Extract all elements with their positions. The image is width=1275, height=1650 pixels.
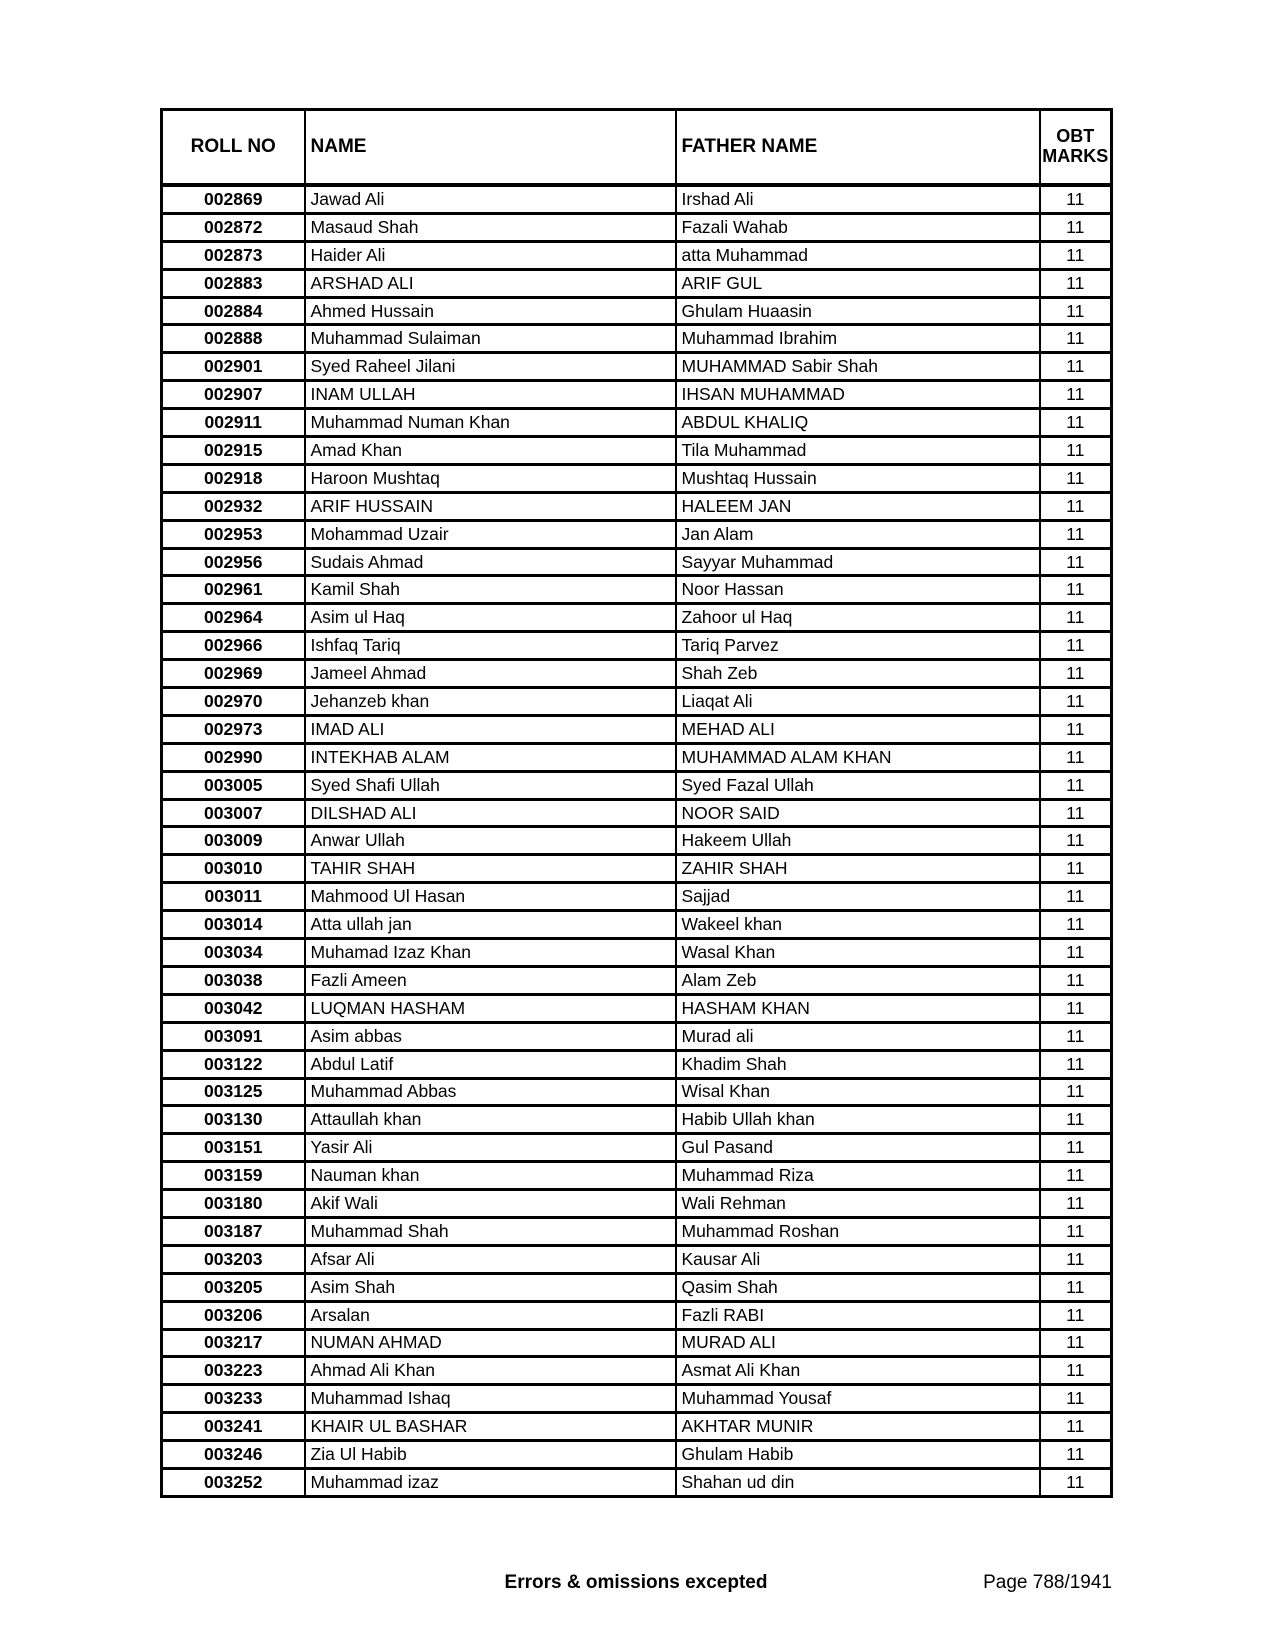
obt-marks-cell: 11 bbox=[1040, 1106, 1112, 1134]
roll-no-cell: 002964 bbox=[162, 604, 305, 632]
father-name-cell: Wisal Khan bbox=[676, 1078, 1040, 1106]
table-row bbox=[162, 799, 1112, 827]
table-row bbox=[162, 1385, 1112, 1413]
obt-marks-cell: 11 bbox=[1040, 771, 1112, 799]
name-cell: Jawad Ali bbox=[305, 185, 676, 213]
results-table bbox=[160, 108, 1113, 1498]
father-name-cell: NOOR SAID bbox=[676, 799, 1040, 827]
father-name-cell: Fazli RABI bbox=[676, 1301, 1040, 1329]
name-cell: KHAIR UL BASHAR bbox=[305, 1413, 676, 1441]
father-name-cell: Habib Ullah khan bbox=[676, 1106, 1040, 1134]
father-name-cell: MUHAMMAD ALAM KHAN bbox=[676, 743, 1040, 771]
obt-marks-cell: 11 bbox=[1040, 269, 1112, 297]
obt-marks-cell: 11 bbox=[1040, 1245, 1112, 1273]
obt-marks-cell: 11 bbox=[1040, 1301, 1112, 1329]
obt-marks-cell: 11 bbox=[1040, 213, 1112, 241]
father-name-cell: Ghulam Huaasin bbox=[676, 297, 1040, 325]
obt-marks-cell: 11 bbox=[1040, 911, 1112, 939]
obt-marks-cell: 11 bbox=[1040, 1468, 1112, 1496]
father-name-cell: Sayyar Muhammad bbox=[676, 548, 1040, 576]
table-row bbox=[162, 1050, 1112, 1078]
obt-marks-cell: 11 bbox=[1040, 492, 1112, 520]
obt-marks-cell: 11 bbox=[1040, 604, 1112, 632]
roll-no-cell: 002953 bbox=[162, 520, 305, 548]
table-row bbox=[162, 1078, 1112, 1106]
father-name-cell: Qasim Shah bbox=[676, 1273, 1040, 1301]
table-row bbox=[162, 1022, 1112, 1050]
roll-no-cell: 003130 bbox=[162, 1106, 305, 1134]
obt-marks-cell: 11 bbox=[1040, 1078, 1112, 1106]
results-table-container bbox=[160, 108, 1113, 1498]
table-row bbox=[162, 409, 1112, 437]
obt-marks-cell: 11 bbox=[1040, 743, 1112, 771]
obt-marks-cell: 11 bbox=[1040, 883, 1112, 911]
roll-no-cell: 003042 bbox=[162, 994, 305, 1022]
name-cell: Anwar Ullah bbox=[305, 827, 676, 855]
table-row bbox=[162, 1468, 1112, 1496]
obt-marks-cell: 11 bbox=[1040, 576, 1112, 604]
obt-marks-cell: 11 bbox=[1040, 464, 1112, 492]
obt-marks-cell: 11 bbox=[1040, 548, 1112, 576]
obt-marks-cell: 11 bbox=[1040, 966, 1112, 994]
father-name-cell: Mushtaq Hussain bbox=[676, 464, 1040, 492]
father-name-cell: Fazali Wahab bbox=[676, 213, 1040, 241]
name-cell: Muhamad Izaz Khan bbox=[305, 939, 676, 967]
name-cell: Syed Raheel Jilani bbox=[305, 353, 676, 381]
name-cell: Mohammad Uzair bbox=[305, 520, 676, 548]
footer-note: Errors & omissions excepted bbox=[504, 1572, 768, 1593]
roll-no-cell: 002966 bbox=[162, 632, 305, 660]
roll-no-cell: 003034 bbox=[162, 939, 305, 967]
name-cell: Ishfaq Tariq bbox=[305, 632, 676, 660]
father-name-cell: MEHAD ALI bbox=[676, 715, 1040, 743]
father-name-cell: Tariq Parvez bbox=[676, 632, 1040, 660]
table-row bbox=[162, 1273, 1112, 1301]
table-row bbox=[162, 1413, 1112, 1441]
table-row bbox=[162, 771, 1112, 799]
name-cell: Masaud Shah bbox=[305, 213, 676, 241]
father-name-cell: Muhammad Riza bbox=[676, 1162, 1040, 1190]
father-name-cell: ZAHIR SHAH bbox=[676, 855, 1040, 883]
father-name-cell: Wakeel khan bbox=[676, 911, 1040, 939]
father-name-cell: Ghulam Habib bbox=[676, 1441, 1040, 1469]
roll-no-cell: 003011 bbox=[162, 883, 305, 911]
roll-no-cell: 003014 bbox=[162, 911, 305, 939]
table-row bbox=[162, 827, 1112, 855]
obt-marks-cell: 11 bbox=[1040, 520, 1112, 548]
table-row bbox=[162, 1441, 1112, 1469]
roll-no-cell: 003125 bbox=[162, 1078, 305, 1106]
roll-no-cell: 002961 bbox=[162, 576, 305, 604]
father-name-cell: Syed Fazal Ullah bbox=[676, 771, 1040, 799]
table-row bbox=[162, 325, 1112, 353]
father-name-cell: Noor Hassan bbox=[676, 576, 1040, 604]
roll-no-cell: 002932 bbox=[162, 492, 305, 520]
obt-marks-cell: 11 bbox=[1040, 1134, 1112, 1162]
father-name-cell: Kausar Ali bbox=[676, 1245, 1040, 1273]
obt-marks-cell: 11 bbox=[1040, 437, 1112, 465]
name-cell: Arsalan bbox=[305, 1301, 676, 1329]
name-cell: Akif Wali bbox=[305, 1190, 676, 1218]
roll-no-cell: 002872 bbox=[162, 213, 305, 241]
obt-marks-cell: 11 bbox=[1040, 799, 1112, 827]
column-header-father-name: FATHER NAME bbox=[676, 110, 1040, 186]
roll-no-cell: 003122 bbox=[162, 1050, 305, 1078]
roll-no-cell: 003203 bbox=[162, 1245, 305, 1273]
obt-marks-cell: 11 bbox=[1040, 1329, 1112, 1357]
name-cell: IMAD ALI bbox=[305, 715, 676, 743]
obt-marks-cell: 11 bbox=[1040, 1385, 1112, 1413]
column-header-obt-marks: OBT MARKS bbox=[1040, 110, 1112, 186]
father-name-cell: Hakeem Ullah bbox=[676, 827, 1040, 855]
roll-no-cell: 003010 bbox=[162, 855, 305, 883]
obt-marks-cell: 11 bbox=[1040, 381, 1112, 409]
roll-no-cell: 002884 bbox=[162, 297, 305, 325]
father-name-cell: Gul Pasand bbox=[676, 1134, 1040, 1162]
roll-no-cell: 002918 bbox=[162, 464, 305, 492]
table-row bbox=[162, 1217, 1112, 1245]
column-header-roll-no: ROLL NO bbox=[162, 110, 305, 186]
roll-no-cell: 003038 bbox=[162, 966, 305, 994]
table-row bbox=[162, 855, 1112, 883]
name-cell: Sudais Ahmad bbox=[305, 548, 676, 576]
name-cell: Asim Shah bbox=[305, 1273, 676, 1301]
obt-marks-cell: 11 bbox=[1040, 1441, 1112, 1469]
name-cell: LUQMAN HASHAM bbox=[305, 994, 676, 1022]
name-cell: Ahmad Ali Khan bbox=[305, 1357, 676, 1385]
father-name-cell: Shahan ud din bbox=[676, 1468, 1040, 1496]
father-name-cell: Irshad Ali bbox=[676, 185, 1040, 213]
father-name-cell: ARIF GUL bbox=[676, 269, 1040, 297]
table-row bbox=[162, 1190, 1112, 1218]
name-cell: Zia Ul Habib bbox=[305, 1441, 676, 1469]
father-name-cell: Muhammad Yousaf bbox=[676, 1385, 1040, 1413]
table-row bbox=[162, 883, 1112, 911]
roll-no-cell: 003151 bbox=[162, 1134, 305, 1162]
father-name-cell: Murad ali bbox=[676, 1022, 1040, 1050]
name-cell: Kamil Shah bbox=[305, 576, 676, 604]
table-row bbox=[162, 464, 1112, 492]
name-cell: TAHIR SHAH bbox=[305, 855, 676, 883]
father-name-cell: Sajjad bbox=[676, 883, 1040, 911]
table-row bbox=[162, 1106, 1112, 1134]
roll-no-cell: 002883 bbox=[162, 269, 305, 297]
obt-marks-cell: 11 bbox=[1040, 1273, 1112, 1301]
obt-marks-cell: 11 bbox=[1040, 939, 1112, 967]
roll-no-cell: 002970 bbox=[162, 688, 305, 716]
roll-no-cell: 003009 bbox=[162, 827, 305, 855]
father-name-cell: Khadim Shah bbox=[676, 1050, 1040, 1078]
name-cell: Asim ul Haq bbox=[305, 604, 676, 632]
name-cell: Amad Khan bbox=[305, 437, 676, 465]
obt-marks-cell: 11 bbox=[1040, 185, 1112, 213]
table-row bbox=[162, 994, 1112, 1022]
father-name-cell: atta Muhammad bbox=[676, 241, 1040, 269]
table-row bbox=[162, 548, 1112, 576]
table-header-row bbox=[162, 110, 1112, 186]
table-row bbox=[162, 269, 1112, 297]
name-cell: Jameel Ahmad bbox=[305, 660, 676, 688]
obt-marks-cell: 11 bbox=[1040, 241, 1112, 269]
obt-marks-cell: 11 bbox=[1040, 660, 1112, 688]
roll-no-cell: 002901 bbox=[162, 353, 305, 381]
roll-no-cell: 003005 bbox=[162, 771, 305, 799]
obt-marks-cell: 11 bbox=[1040, 1190, 1112, 1218]
obt-marks-cell: 11 bbox=[1040, 994, 1112, 1022]
name-cell: Afsar Ali bbox=[305, 1245, 676, 1273]
table-row bbox=[162, 911, 1112, 939]
table-row bbox=[162, 688, 1112, 716]
obt-marks-cell: 11 bbox=[1040, 715, 1112, 743]
column-header-name: NAME bbox=[305, 110, 676, 186]
name-cell: Mahmood Ul Hasan bbox=[305, 883, 676, 911]
obt-marks-cell: 11 bbox=[1040, 325, 1112, 353]
name-cell: Yasir Ali bbox=[305, 1134, 676, 1162]
table-row bbox=[162, 715, 1112, 743]
table-row bbox=[162, 1134, 1112, 1162]
roll-no-cell: 003246 bbox=[162, 1441, 305, 1469]
obt-marks-cell: 11 bbox=[1040, 409, 1112, 437]
table-row bbox=[162, 520, 1112, 548]
results-table-body bbox=[162, 185, 1112, 1496]
table-row bbox=[162, 353, 1112, 381]
roll-no-cell: 003091 bbox=[162, 1022, 305, 1050]
table-row bbox=[162, 1245, 1112, 1273]
roll-no-cell: 002869 bbox=[162, 185, 305, 213]
roll-no-cell: 002907 bbox=[162, 381, 305, 409]
table-row bbox=[162, 743, 1112, 771]
name-cell: Haroon Mushtaq bbox=[305, 464, 676, 492]
father-name-cell: ABDUL KHALIQ bbox=[676, 409, 1040, 437]
name-cell: INAM ULLAH bbox=[305, 381, 676, 409]
roll-no-cell: 002973 bbox=[162, 715, 305, 743]
page-number: Page 788/1941 bbox=[983, 1572, 1112, 1593]
table-row bbox=[162, 1357, 1112, 1385]
table-row bbox=[162, 1301, 1112, 1329]
table-row bbox=[162, 297, 1112, 325]
table-row bbox=[162, 966, 1112, 994]
table-row bbox=[162, 576, 1112, 604]
name-cell: Fazli Ameen bbox=[305, 966, 676, 994]
table-row bbox=[162, 185, 1112, 213]
roll-no-cell: 003007 bbox=[162, 799, 305, 827]
roll-no-cell: 002990 bbox=[162, 743, 305, 771]
table-row bbox=[162, 1329, 1112, 1357]
table-row bbox=[162, 939, 1112, 967]
father-name-cell: Shah Zeb bbox=[676, 660, 1040, 688]
roll-no-cell: 003217 bbox=[162, 1329, 305, 1357]
roll-no-cell: 003159 bbox=[162, 1162, 305, 1190]
obt-marks-cell: 11 bbox=[1040, 827, 1112, 855]
roll-no-cell: 003223 bbox=[162, 1357, 305, 1385]
name-cell: Atta ullah jan bbox=[305, 911, 676, 939]
name-cell: Nauman khan bbox=[305, 1162, 676, 1190]
father-name-cell: IHSAN MUHAMMAD bbox=[676, 381, 1040, 409]
roll-no-cell: 003205 bbox=[162, 1273, 305, 1301]
name-cell: Muhammad Abbas bbox=[305, 1078, 676, 1106]
roll-no-cell: 003206 bbox=[162, 1301, 305, 1329]
obt-marks-cell: 11 bbox=[1040, 1022, 1112, 1050]
obt-marks-cell: 11 bbox=[1040, 353, 1112, 381]
table-row bbox=[162, 1162, 1112, 1190]
father-name-cell: Wali Rehman bbox=[676, 1190, 1040, 1218]
father-name-cell: AKHTAR MUNIR bbox=[676, 1413, 1040, 1441]
father-name-cell: Jan Alam bbox=[676, 520, 1040, 548]
father-name-cell: HALEEM JAN bbox=[676, 492, 1040, 520]
father-name-cell: Wasal Khan bbox=[676, 939, 1040, 967]
father-name-cell: Alam Zeb bbox=[676, 966, 1040, 994]
name-cell: Muhammad Sulaiman bbox=[305, 325, 676, 353]
page-footer bbox=[160, 1572, 1112, 1602]
father-name-cell: MURAD ALI bbox=[676, 1329, 1040, 1357]
obt-marks-cell: 11 bbox=[1040, 297, 1112, 325]
father-name-cell: Muhammad Roshan bbox=[676, 1217, 1040, 1245]
obt-marks-cell: 11 bbox=[1040, 1217, 1112, 1245]
name-cell: NUMAN AHMAD bbox=[305, 1329, 676, 1357]
obt-marks-cell: 11 bbox=[1040, 1162, 1112, 1190]
roll-no-cell: 003233 bbox=[162, 1385, 305, 1413]
name-cell: ARSHAD ALI bbox=[305, 269, 676, 297]
father-name-cell: Liaqat Ali bbox=[676, 688, 1040, 716]
roll-no-cell: 003252 bbox=[162, 1468, 305, 1496]
name-cell: Ahmed Hussain bbox=[305, 297, 676, 325]
roll-no-cell: 002956 bbox=[162, 548, 305, 576]
name-cell: Attaullah khan bbox=[305, 1106, 676, 1134]
name-cell: Abdul Latif bbox=[305, 1050, 676, 1078]
roll-no-cell: 003180 bbox=[162, 1190, 305, 1218]
father-name-cell: Asmat Ali Khan bbox=[676, 1357, 1040, 1385]
name-cell: DILSHAD ALI bbox=[305, 799, 676, 827]
father-name-cell: Tila Muhammad bbox=[676, 437, 1040, 465]
name-cell: INTEKHAB ALAM bbox=[305, 743, 676, 771]
obt-marks-cell: 11 bbox=[1040, 1357, 1112, 1385]
table-row bbox=[162, 604, 1112, 632]
table-row bbox=[162, 241, 1112, 269]
name-cell: Asim abbas bbox=[305, 1022, 676, 1050]
name-cell: Syed Shafi Ullah bbox=[305, 771, 676, 799]
roll-no-cell: 002911 bbox=[162, 409, 305, 437]
name-cell: Jehanzeb khan bbox=[305, 688, 676, 716]
table-row bbox=[162, 381, 1112, 409]
father-name-cell: HASHAM KHAN bbox=[676, 994, 1040, 1022]
roll-no-cell: 002888 bbox=[162, 325, 305, 353]
name-cell: Muhammad izaz bbox=[305, 1468, 676, 1496]
table-row bbox=[162, 632, 1112, 660]
roll-no-cell: 002873 bbox=[162, 241, 305, 269]
obt-marks-cell: 11 bbox=[1040, 1050, 1112, 1078]
father-name-cell: Zahoor ul Haq bbox=[676, 604, 1040, 632]
table-row bbox=[162, 437, 1112, 465]
name-cell: Haider Ali bbox=[305, 241, 676, 269]
roll-no-cell: 003241 bbox=[162, 1413, 305, 1441]
roll-no-cell: 002915 bbox=[162, 437, 305, 465]
obt-marks-cell: 11 bbox=[1040, 855, 1112, 883]
obt-marks-cell: 11 bbox=[1040, 1413, 1112, 1441]
name-cell: Muhammad Numan Khan bbox=[305, 409, 676, 437]
name-cell: ARIF HUSSAIN bbox=[305, 492, 676, 520]
obt-marks-cell: 11 bbox=[1040, 632, 1112, 660]
roll-no-cell: 003187 bbox=[162, 1217, 305, 1245]
name-cell: Muhammad Shah bbox=[305, 1217, 676, 1245]
father-name-cell: MUHAMMAD Sabir Shah bbox=[676, 353, 1040, 381]
table-row bbox=[162, 213, 1112, 241]
obt-marks-cell: 11 bbox=[1040, 688, 1112, 716]
father-name-cell: Muhammad Ibrahim bbox=[676, 325, 1040, 353]
roll-no-cell: 002969 bbox=[162, 660, 305, 688]
table-row bbox=[162, 492, 1112, 520]
name-cell: Muhammad Ishaq bbox=[305, 1385, 676, 1413]
table-row bbox=[162, 660, 1112, 688]
